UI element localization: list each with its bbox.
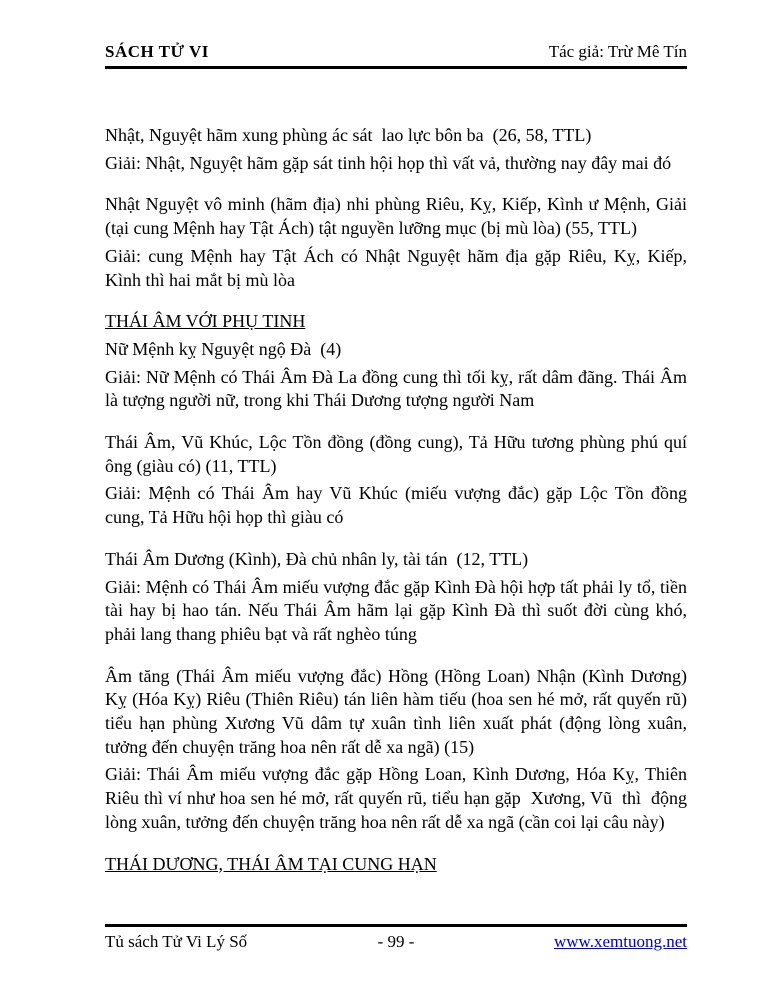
page-header: [105, 42, 687, 69]
statement-line: Thái Âm, Vũ Khúc, Lộc Tồn đồng (đồng cung), Tả Hữu tương phùng phú quí ông (giàu có) (11, TTL): [105, 432, 692, 476]
statement-line: Nhật, Nguyệt hãm xung phùng ác sát lao lực bôn ba (26, 58, TTL): [105, 125, 592, 145]
page-body: [105, 124, 692, 880]
statement-line: Âm tăng (Thái Âm miếu vượng đắc) Hồng (Hồng Loan) Nhận (Kình Dương) Kỵ (Hóa Kỵ) Riêu (Thiên Riêu) tán liên hàm tiếu (hoa sen hé mở, rất quyến rũ) tiểu hạn phùng Xương Vũ dâm tự xuân tình liên xuất phát (động lòng xuân, tưởng đến chuyện trăng hoa nên rất dễ xa ngã) (15): [105, 665, 692, 757]
explanation-line: Giải: Thái Âm miếu vượng đắc gặp Hồng Loan, Kình Dương, Hóa Kỵ, Thiên Riêu thì ví như hoa sen hé mở, rất quyến rũ, tiểu hạn gặp Xương, Vũ thì động lòng xuân, tưởng đến chuyện trăng hoa nên rất dễ xa ngã (cần coi lại câu này): [105, 764, 692, 832]
author-credit: Tác giả: Trừ Mê Tín: [548, 42, 687, 61]
website-link[interactable]: www.xemtuong.net: [554, 932, 687, 951]
statement-line: Thái Âm Dương (Kình), Đà chủ nhân ly, tài tán (12, TTL): [105, 548, 529, 569]
explanation-line: Giải: cung Mệnh hay Tật Ách có Nhật Nguyệt hãm địa gặp Riêu, Kỵ, Kiếp, Kình thì hai mắt bị mù lòa: [105, 245, 692, 290]
section-heading-thai-duong-thai-am-tai-cung-han: THÁI DƯƠNG, THÁI ÂM TẠI CUNG HẠN: [105, 853, 437, 874]
footer-series-title: Tủ sách Tử Vi Lý Số: [105, 932, 248, 951]
explanation-line: Giải: Mệnh có Thái Âm miếu vượng đắc gặp Kình Đà hội hợp tất phải ly tổ, tiền tài hay bị hao tán. Nếu Thái Âm hãm lại gặp Kình Đà thì suốt đời cùng khó, phải lang thang phiêu bạt và rất nghèo túng: [105, 576, 692, 644]
page-footer: [105, 924, 687, 952]
book-title: SÁCH TỬ VI: [105, 42, 209, 61]
explanation-line: Giải: Mệnh có Thái Âm hay Vũ Khúc (miếu vượng đắc) gặp Lộc Tồn đồng cung, Tả Hữu hội họp thì giàu có: [105, 483, 692, 528]
statement-line: Nhật Nguyệt vô minh (hãm địa) nhi phùng Riêu, Kỵ, Kiếp, Kình ư Mệnh, Giải (tại cung Mệnh hay Tật Ách) tật nguyền lưỡng mục (bị mù lòa) (55, TTL): [105, 194, 692, 239]
statement-line: Nữ Mệnh kỵ Nguyệt ngộ Đà (4): [105, 338, 342, 359]
page-number: - 99 -: [377, 932, 415, 951]
section-heading-thai-am-voi-phu-tinh: THÁI ÂM VỚI PHỤ TINH: [105, 311, 306, 332]
explanation-line: Giải: Nhật, Nguyệt hãm gặp sát tinh hội họp thì vất vả, thường nay đây mai đó: [105, 152, 672, 173]
explanation-line: Giải: Nữ Mệnh có Thái Âm Đà La đồng cung thì tối kỵ, rất dâm đãng. Thái Âm là tượng người nữ, trong khi Thái Dương tượng người Nam: [105, 366, 692, 411]
